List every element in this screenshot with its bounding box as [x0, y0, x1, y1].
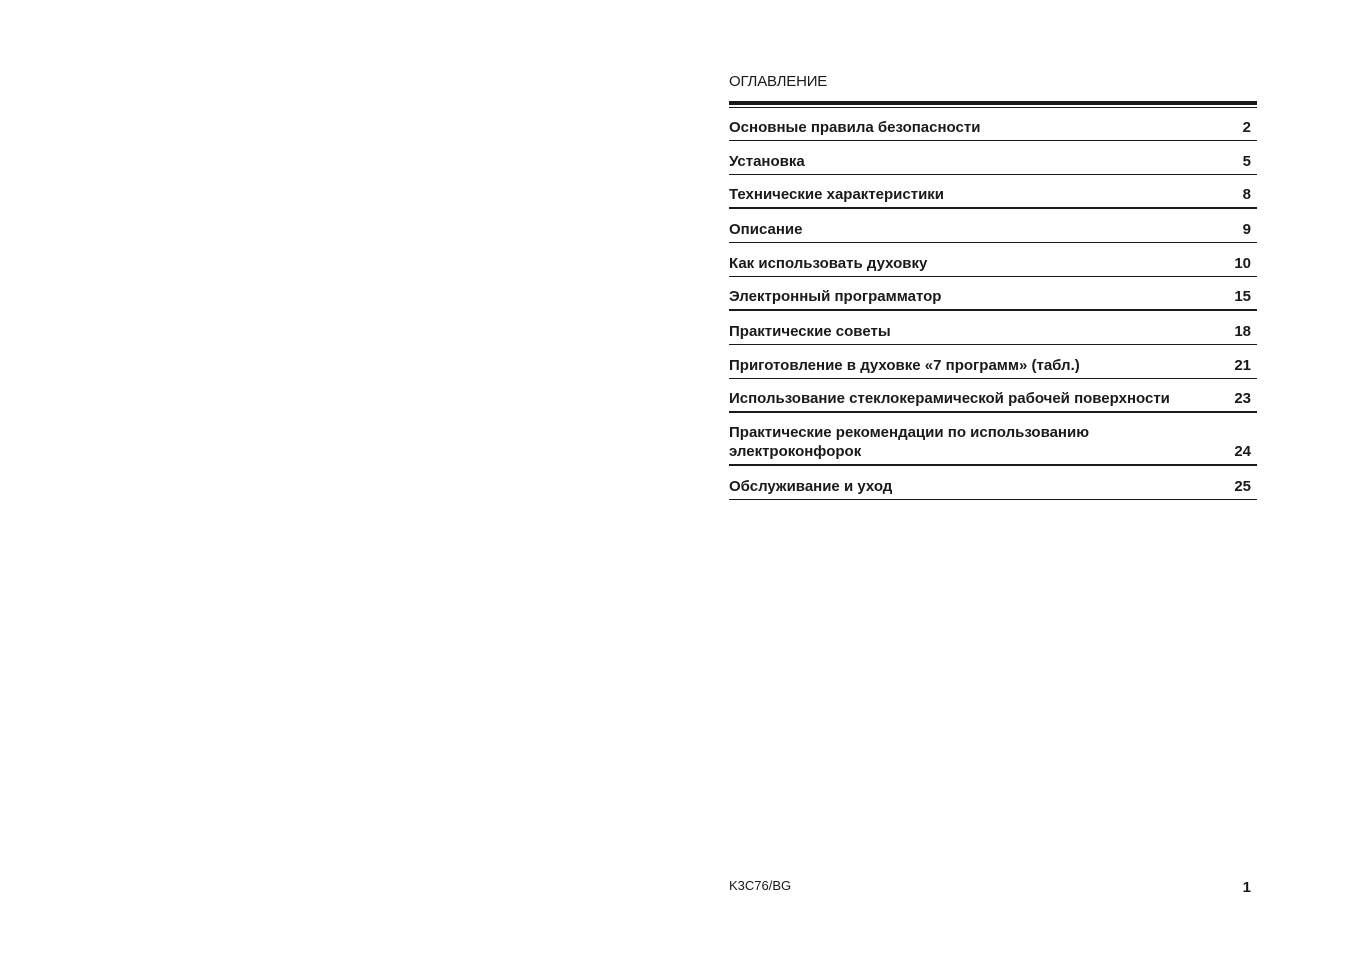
toc-entry-page: 15 — [1234, 288, 1251, 305]
toc-entry-label: Практические рекомендации по использованию электроконфорок — [729, 424, 1090, 460]
toc-entry-label: Обслуживание и уход — [729, 478, 893, 495]
toc-entry-description[interactable] — [729, 219, 1257, 243]
toc-entry-label: Практические советы — [729, 323, 891, 340]
table-of-contents — [729, 70, 1257, 510]
toc-entry-page: 5 — [1242, 153, 1251, 170]
toc-entry-label: Описание — [729, 221, 803, 238]
toc-entry-label: Технические характеристики — [729, 186, 945, 203]
toc-list — [729, 117, 1257, 500]
toc-entry-oven-use[interactable] — [729, 253, 1257, 277]
model-code: K3C76/BG — [729, 878, 792, 893]
toc-entry-label: Основные правила безопасности — [729, 119, 981, 136]
page-title: ОГЛАВЛЕНИЕ — [729, 73, 828, 90]
toc-entry-tips[interactable] — [729, 321, 1257, 345]
toc-entry-page: 18 — [1234, 323, 1251, 340]
toc-entry-label: Электронный программатор — [729, 288, 942, 305]
toc-entry-hotplates[interactable] — [729, 423, 1257, 466]
title-divider-thin — [729, 107, 1257, 108]
toc-entry-page: 9 — [1242, 221, 1251, 238]
toc-entry-maintenance[interactable] — [729, 476, 1257, 500]
page-number: 1 — [1242, 879, 1251, 896]
toc-entry-page: 8 — [1242, 186, 1251, 203]
toc-entry-page: 24 — [1234, 443, 1251, 460]
toc-entry-page: 10 — [1234, 255, 1251, 272]
toc-entry-cooking-programs[interactable] — [729, 355, 1257, 379]
toc-entry-page: 23 — [1234, 390, 1251, 407]
toc-entry-safety[interactable] — [729, 117, 1257, 141]
toc-entry-page: 25 — [1234, 478, 1251, 495]
title-divider-thick — [729, 101, 1257, 105]
toc-entry-specifications[interactable] — [729, 185, 1257, 209]
toc-entry-label: Установка — [729, 153, 805, 170]
toc-entry-glass-ceramic[interactable] — [729, 389, 1257, 413]
toc-entry-label: Использование стеклокерамической рабочей поверхности — [729, 390, 1170, 407]
toc-entry-label: Как использовать духовку — [729, 255, 928, 272]
toc-entry-page: 21 — [1234, 357, 1251, 374]
toc-entry-label: Приготовление в духовке «7 программ» (табл.) — [729, 357, 1080, 374]
toc-entry-page: 2 — [1242, 119, 1251, 136]
toc-entry-installation[interactable] — [729, 151, 1257, 175]
toc-entry-programmer[interactable] — [729, 287, 1257, 311]
